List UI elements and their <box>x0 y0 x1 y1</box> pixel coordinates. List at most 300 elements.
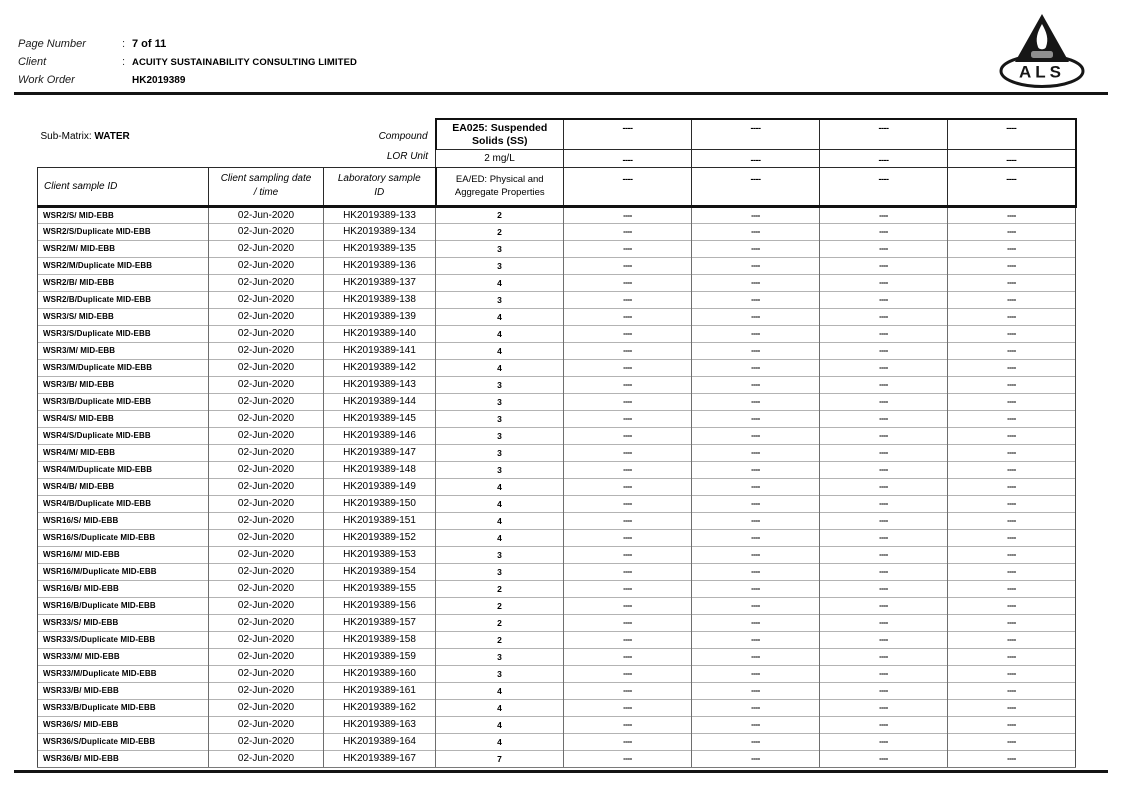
client-sample-id-cell: WSR3/S/Duplicate MID-EBB <box>38 325 209 342</box>
page-number-row <box>18 38 357 56</box>
placeholder-cell: ---- <box>692 614 820 631</box>
placeholder-cell: ---- <box>948 699 1076 716</box>
placeholder-cell: ---- <box>692 308 820 325</box>
placeholder-cell: ---- <box>564 308 692 325</box>
lab-sample-id-cell: HK2019389-160 <box>324 665 436 682</box>
result-value-cell: 3 <box>436 393 564 410</box>
placeholder-cell: ---- <box>820 257 948 274</box>
placeholder-cell: ---- <box>948 682 1076 699</box>
sub-matrix-value: WATER <box>94 130 130 142</box>
placeholder-cell: ---- <box>948 631 1076 648</box>
sub-matrix <box>41 131 130 142</box>
sampling-date-cell: 02-Jun-2020 <box>209 393 324 410</box>
placeholder-cell: ---- <box>948 580 1076 597</box>
sample-row <box>38 563 1076 580</box>
placeholder-cell: ---- <box>948 240 1076 257</box>
sampling-date-cell: 02-Jun-2020 <box>209 529 324 546</box>
placeholder-cell: ---- <box>820 597 948 614</box>
lab-sample-id-cell: HK2019389-164 <box>324 733 436 750</box>
placeholder-cell: ---- <box>692 240 820 257</box>
placeholder-cell: ---- <box>564 750 692 767</box>
placeholder-cell: ---- <box>948 733 1076 750</box>
lab-sample-id-cell: HK2019389-159 <box>324 648 436 665</box>
client-sample-id-cell: WSR3/B/ MID-EBB <box>38 376 209 393</box>
separator: : <box>122 38 126 50</box>
placeholder-cell: ---- <box>692 699 820 716</box>
client-sample-id-cell: WSR3/M/Duplicate MID-EBB <box>38 359 209 376</box>
sample-row <box>38 529 1076 546</box>
placeholder-cell: ---- <box>948 308 1076 325</box>
sampling-date-cell: 02-Jun-2020 <box>209 597 324 614</box>
placeholder-cell: ---- <box>948 529 1076 546</box>
result-value-cell: 4 <box>436 529 564 546</box>
sample-row <box>38 716 1076 733</box>
placeholder-cell: ---- <box>564 682 692 699</box>
placeholder-cell: ---- <box>564 410 692 427</box>
placeholder-cell: ---- <box>948 563 1076 580</box>
als-logo <box>998 12 1086 90</box>
placeholder-cell: ---- <box>564 580 692 597</box>
placeholder-cell: ---- <box>692 376 820 393</box>
lor-unit-row <box>38 149 1076 167</box>
placeholder-cell: ---- <box>692 342 820 359</box>
placeholder-cell: ---- <box>564 631 692 648</box>
client-sample-id-cell: WSR4/M/ MID-EBB <box>38 444 209 461</box>
placeholder-cell: ---- <box>692 665 820 682</box>
placeholder-cell: ---- <box>820 648 948 665</box>
placeholder-cell: ---- <box>564 376 692 393</box>
sample-row <box>38 580 1076 597</box>
method-placeholder: ---- <box>692 167 820 206</box>
sample-row <box>38 240 1076 257</box>
placeholder-cell: ---- <box>820 478 948 495</box>
result-value-cell: 2 <box>436 631 564 648</box>
sample-row <box>38 274 1076 291</box>
lab-sample-id-cell: HK2019389-133 <box>324 206 436 223</box>
sampling-date-header-line1: Client sampling date <box>220 173 312 184</box>
client-sample-id-cell: WSR4/M/Duplicate MID-EBB <box>38 461 209 478</box>
client-sample-id-cell: WSR16/B/Duplicate MID-EBB <box>38 597 209 614</box>
result-value-cell: 3 <box>436 461 564 478</box>
result-value-cell: 4 <box>436 682 564 699</box>
placeholder-cell: ---- <box>692 427 820 444</box>
lab-sample-id-header <box>324 167 436 206</box>
placeholder-cell: ---- <box>948 342 1076 359</box>
result-value-cell: 4 <box>436 716 564 733</box>
placeholder-cell: ---- <box>948 461 1076 478</box>
work-order-label: Work Order <box>18 74 75 86</box>
placeholder-cell: ---- <box>564 206 692 223</box>
placeholder-cell: ---- <box>692 495 820 512</box>
lab-sample-header-line1: Laboratory sample <box>337 173 421 184</box>
sampling-date-cell: 02-Jun-2020 <box>209 495 324 512</box>
placeholder-cell: ---- <box>692 393 820 410</box>
placeholder-cell: ---- <box>948 597 1076 614</box>
lab-sample-id-cell: HK2019389-152 <box>324 529 436 546</box>
client-sample-id-cell: WSR33/M/ MID-EBB <box>38 648 209 665</box>
sampling-date-cell: 02-Jun-2020 <box>209 750 324 767</box>
placeholder-cell: ---- <box>564 325 692 342</box>
lab-sample-id-cell: HK2019389-145 <box>324 410 436 427</box>
lab-sample-id-cell: HK2019389-150 <box>324 495 436 512</box>
placeholder-cell: ---- <box>820 665 948 682</box>
lab-sample-id-cell: HK2019389-146 <box>324 427 436 444</box>
sampling-date-cell: 02-Jun-2020 <box>209 478 324 495</box>
placeholder-cell: ---- <box>692 444 820 461</box>
method-group-header: EA/ED: Physical and Aggregate Properties <box>436 167 564 206</box>
sample-row <box>38 597 1076 614</box>
separator: : <box>122 56 126 68</box>
sample-row <box>38 325 1076 342</box>
sub-matrix-label: Sub-Matrix: <box>40 130 92 142</box>
lab-sample-id-cell: HK2019389-135 <box>324 240 436 257</box>
placeholder-cell: ---- <box>820 240 948 257</box>
sample-row <box>38 223 1076 240</box>
placeholder-cell: ---- <box>948 291 1076 308</box>
header-rule <box>14 92 1108 95</box>
placeholder-cell: ---- <box>564 546 692 563</box>
placeholder-cell: ---- <box>564 359 692 376</box>
sampling-date-cell: 02-Jun-2020 <box>209 614 324 631</box>
sampling-date-header-line2: / time <box>253 187 279 198</box>
sample-row <box>38 699 1076 716</box>
result-value-cell: 3 <box>436 665 564 682</box>
client-sample-id-cell: WSR4/S/ MID-EBB <box>38 410 209 427</box>
result-value-cell: 3 <box>436 648 564 665</box>
client-sample-id-cell: WSR4/B/Duplicate MID-EBB <box>38 495 209 512</box>
client-sample-id-cell: WSR4/B/ MID-EBB <box>38 478 209 495</box>
placeholder-cell: ---- <box>820 716 948 733</box>
placeholder-cell: ---- <box>948 512 1076 529</box>
placeholder-cell: ---- <box>564 733 692 750</box>
client-sample-id-cell: WSR16/M/ MID-EBB <box>38 546 209 563</box>
lor-placeholder: ---- <box>820 149 948 167</box>
sampling-date-cell: 02-Jun-2020 <box>209 376 324 393</box>
placeholder-cell: ---- <box>692 682 820 699</box>
analyte-placeholder-header: ---- <box>948 119 1076 149</box>
placeholder-cell: ---- <box>820 682 948 699</box>
sample-row <box>38 648 1076 665</box>
lab-sample-id-cell: HK2019389-153 <box>324 546 436 563</box>
lor-placeholder: ---- <box>564 149 692 167</box>
placeholder-cell: ---- <box>564 223 692 240</box>
placeholder-cell: ---- <box>820 359 948 376</box>
placeholder-cell: ---- <box>692 648 820 665</box>
placeholder-cell: ---- <box>948 716 1076 733</box>
lab-sample-id-cell: HK2019389-148 <box>324 461 436 478</box>
sampling-date-cell: 02-Jun-2020 <box>209 444 324 461</box>
lab-sample-id-cell: HK2019389-154 <box>324 563 436 580</box>
placeholder-cell: ---- <box>564 393 692 410</box>
client-sample-id-cell: WSR2/B/ MID-EBB <box>38 274 209 291</box>
result-value-cell: 4 <box>436 325 564 342</box>
sample-row <box>38 410 1076 427</box>
lab-sample-id-cell: HK2019389-143 <box>324 376 436 393</box>
client-sample-id-cell: WSR36/B/ MID-EBB <box>38 750 209 767</box>
lab-sample-id-cell: HK2019389-147 <box>324 444 436 461</box>
sampling-date-cell: 02-Jun-2020 <box>209 546 324 563</box>
placeholder-cell: ---- <box>820 750 948 767</box>
placeholder-cell: ---- <box>564 699 692 716</box>
page-number-value: 7 of 11 <box>132 38 167 50</box>
lab-sample-id-cell: HK2019389-149 <box>324 478 436 495</box>
sample-row <box>38 257 1076 274</box>
client-sample-id-cell: WSR36/S/ MID-EBB <box>38 716 209 733</box>
placeholder-cell: ---- <box>564 563 692 580</box>
placeholder-cell: ---- <box>820 444 948 461</box>
client-sample-id-cell: WSR2/M/ MID-EBB <box>38 240 209 257</box>
client-sample-id-cell: WSR2/S/Duplicate MID-EBB <box>38 223 209 240</box>
sample-row <box>38 393 1076 410</box>
results-table-wrap <box>37 118 1075 768</box>
lor-placeholder: ---- <box>948 149 1076 167</box>
result-value-cell: 3 <box>436 376 564 393</box>
lab-sample-id-cell: HK2019389-138 <box>324 291 436 308</box>
lab-sample-id-cell: HK2019389-134 <box>324 223 436 240</box>
placeholder-cell: ---- <box>948 223 1076 240</box>
sampling-date-cell: 02-Jun-2020 <box>209 274 324 291</box>
placeholder-cell: ---- <box>692 631 820 648</box>
result-value-cell: 4 <box>436 495 564 512</box>
sample-row <box>38 427 1076 444</box>
client-value: ACUITY SUSTAINABILITY CONSULTING LIMITED <box>132 57 357 68</box>
logo-text: ALS <box>1019 62 1065 82</box>
placeholder-cell: ---- <box>692 597 820 614</box>
placeholder-cell: ---- <box>948 410 1076 427</box>
placeholder-cell: ---- <box>820 325 948 342</box>
result-value-cell: 2 <box>436 580 564 597</box>
sampling-date-cell: 02-Jun-2020 <box>209 291 324 308</box>
placeholder-cell: ---- <box>692 206 820 223</box>
client-sample-id-header: Client sample ID <box>38 167 209 206</box>
result-value-cell: 3 <box>436 240 564 257</box>
results-table <box>37 118 1077 768</box>
client-sample-id-cell: WSR36/S/Duplicate MID-EBB <box>38 733 209 750</box>
placeholder-cell: ---- <box>564 274 692 291</box>
placeholder-cell: ---- <box>948 393 1076 410</box>
method-placeholder: ---- <box>820 167 948 206</box>
placeholder-cell: ---- <box>948 359 1076 376</box>
placeholder-cell: ---- <box>564 444 692 461</box>
sampling-date-cell: 02-Jun-2020 <box>209 699 324 716</box>
sampling-date-cell: 02-Jun-2020 <box>209 648 324 665</box>
placeholder-cell: ---- <box>820 495 948 512</box>
lab-sample-id-cell: HK2019389-141 <box>324 342 436 359</box>
sample-row <box>38 495 1076 512</box>
client-sample-id-cell: WSR33/S/Duplicate MID-EBB <box>38 631 209 648</box>
placeholder-cell: ---- <box>820 580 948 597</box>
placeholder-cell: ---- <box>948 665 1076 682</box>
lab-sample-id-cell: HK2019389-142 <box>324 359 436 376</box>
sample-row <box>38 546 1076 563</box>
client-sample-id-cell: WSR33/S/ MID-EBB <box>38 614 209 631</box>
column-header-row <box>38 167 1076 206</box>
sample-row <box>38 665 1076 682</box>
logo-burner-icon <box>1031 51 1053 58</box>
result-value-cell: 3 <box>436 291 564 308</box>
placeholder-cell: ---- <box>948 750 1076 767</box>
lab-sample-header-line2: ID <box>374 187 385 198</box>
analyte-placeholder-header: ---- <box>692 119 820 149</box>
sampling-date-cell: 02-Jun-2020 <box>209 427 324 444</box>
client-sample-id-cell: WSR16/S/ MID-EBB <box>38 512 209 529</box>
placeholder-cell: ---- <box>564 427 692 444</box>
lab-sample-id-cell: HK2019389-156 <box>324 597 436 614</box>
placeholder-cell: ---- <box>820 342 948 359</box>
placeholder-cell: ---- <box>564 478 692 495</box>
result-value-cell: 3 <box>436 427 564 444</box>
placeholder-cell: ---- <box>948 478 1076 495</box>
lab-sample-id-cell: HK2019389-151 <box>324 512 436 529</box>
work-order-value: HK2019389 <box>132 75 186 86</box>
sample-row <box>38 478 1076 495</box>
sampling-date-cell: 02-Jun-2020 <box>209 257 324 274</box>
placeholder-cell: ---- <box>948 495 1076 512</box>
placeholder-cell: ---- <box>564 648 692 665</box>
client-sample-id-cell: WSR3/B/Duplicate MID-EBB <box>38 393 209 410</box>
placeholder-cell: ---- <box>948 257 1076 274</box>
lor-unit-row-label: LOR Unit <box>386 151 428 163</box>
lab-sample-id-cell: HK2019389-162 <box>324 699 436 716</box>
sampling-date-header <box>209 167 324 206</box>
placeholder-cell: ---- <box>820 376 948 393</box>
client-label: Client <box>18 56 47 68</box>
sample-row <box>38 308 1076 325</box>
sample-row <box>38 206 1076 223</box>
placeholder-cell: ---- <box>564 257 692 274</box>
placeholder-cell: ---- <box>948 376 1076 393</box>
placeholder-cell: ---- <box>692 750 820 767</box>
sampling-date-cell: 02-Jun-2020 <box>209 308 324 325</box>
placeholder-cell: ---- <box>948 325 1076 342</box>
placeholder-cell: ---- <box>948 546 1076 563</box>
footer-rule <box>14 770 1108 773</box>
sample-row <box>38 682 1076 699</box>
client-sample-id-cell: WSR2/S/ MID-EBB <box>38 206 209 223</box>
result-value-cell: 2 <box>436 223 564 240</box>
sampling-date-cell: 02-Jun-2020 <box>209 223 324 240</box>
client-row <box>18 56 357 74</box>
placeholder-cell: ---- <box>820 631 948 648</box>
placeholder-cell: ---- <box>948 274 1076 291</box>
sampling-date-cell: 02-Jun-2020 <box>209 240 324 257</box>
method-placeholder: ---- <box>564 167 692 206</box>
placeholder-cell: ---- <box>948 648 1076 665</box>
result-value-cell: 4 <box>436 478 564 495</box>
result-value-cell: 2 <box>436 614 564 631</box>
result-value-cell: 7 <box>436 750 564 767</box>
result-value-cell: 4 <box>436 274 564 291</box>
sampling-date-cell: 02-Jun-2020 <box>209 410 324 427</box>
placeholder-cell: ---- <box>692 291 820 308</box>
lab-sample-id-cell: HK2019389-137 <box>324 274 436 291</box>
placeholder-cell: ---- <box>564 614 692 631</box>
result-value-cell: 2 <box>436 206 564 223</box>
sample-row <box>38 512 1076 529</box>
sample-row <box>38 291 1076 308</box>
sampling-date-cell: 02-Jun-2020 <box>209 563 324 580</box>
lab-sample-id-cell: HK2019389-140 <box>324 325 436 342</box>
placeholder-cell: ---- <box>692 716 820 733</box>
work-order-row <box>18 74 357 92</box>
client-sample-id-cell: WSR16/S/Duplicate MID-EBB <box>38 529 209 546</box>
analyte-placeholder-header: ---- <box>820 119 948 149</box>
lab-sample-id-cell: HK2019389-155 <box>324 580 436 597</box>
result-value-cell: 3 <box>436 444 564 461</box>
placeholder-cell: ---- <box>692 325 820 342</box>
placeholder-cell: ---- <box>692 274 820 291</box>
placeholder-cell: ---- <box>948 427 1076 444</box>
placeholder-cell: ---- <box>692 461 820 478</box>
placeholder-cell: ---- <box>820 308 948 325</box>
result-value-cell: 4 <box>436 342 564 359</box>
placeholder-cell: ---- <box>564 461 692 478</box>
lor-placeholder: ---- <box>692 149 820 167</box>
placeholder-cell: ---- <box>820 461 948 478</box>
sampling-date-cell: 02-Jun-2020 <box>209 359 324 376</box>
placeholder-cell: ---- <box>820 546 948 563</box>
lab-sample-id-cell: HK2019389-144 <box>324 393 436 410</box>
sampling-date-cell: 02-Jun-2020 <box>209 512 324 529</box>
placeholder-cell: ---- <box>564 529 692 546</box>
placeholder-cell: ---- <box>692 546 820 563</box>
result-value-cell: 4 <box>436 733 564 750</box>
sample-row <box>38 342 1076 359</box>
sample-row <box>38 376 1076 393</box>
compound-header-row <box>38 119 1076 149</box>
result-value-cell: 4 <box>436 308 564 325</box>
placeholder-cell: ---- <box>820 614 948 631</box>
placeholder-cell: ---- <box>564 240 692 257</box>
placeholder-cell: ---- <box>820 206 948 223</box>
sampling-date-cell: 02-Jun-2020 <box>209 580 324 597</box>
placeholder-cell: ---- <box>564 342 692 359</box>
client-sample-id-cell: WSR33/M/Duplicate MID-EBB <box>38 665 209 682</box>
lor-unit-value: 2 mg/L <box>436 149 564 167</box>
placeholder-cell: ---- <box>692 410 820 427</box>
lab-sample-id-cell: HK2019389-158 <box>324 631 436 648</box>
result-value-cell: 2 <box>436 597 564 614</box>
placeholder-cell: ---- <box>692 563 820 580</box>
result-value-cell: 4 <box>436 359 564 376</box>
sample-row <box>38 733 1076 750</box>
placeholder-cell: ---- <box>948 614 1076 631</box>
client-sample-id-cell: WSR2/B/Duplicate MID-EBB <box>38 291 209 308</box>
compound-row-label: Compound <box>378 130 428 142</box>
analyte-compound-header: EA025: Suspended Solids (SS) <box>436 119 564 149</box>
sample-row <box>38 750 1076 767</box>
placeholder-cell: ---- <box>820 223 948 240</box>
sampling-date-cell: 02-Jun-2020 <box>209 682 324 699</box>
sampling-date-cell: 02-Jun-2020 <box>209 733 324 750</box>
lab-sample-id-cell: HK2019389-139 <box>324 308 436 325</box>
lab-sample-id-cell: HK2019389-136 <box>324 257 436 274</box>
sample-row <box>38 631 1076 648</box>
lab-sample-id-cell: HK2019389-157 <box>324 614 436 631</box>
sample-rows <box>38 206 1076 767</box>
result-value-cell: 3 <box>436 257 564 274</box>
placeholder-cell: ---- <box>564 665 692 682</box>
lab-sample-id-cell: HK2019389-161 <box>324 682 436 699</box>
placeholder-cell: ---- <box>820 733 948 750</box>
lab-sample-id-cell: HK2019389-163 <box>324 716 436 733</box>
placeholder-cell: ---- <box>820 410 948 427</box>
sampling-date-cell: 02-Jun-2020 <box>209 206 324 223</box>
lab-sample-id-cell: HK2019389-167 <box>324 750 436 767</box>
placeholder-cell: ---- <box>820 274 948 291</box>
placeholder-cell: ---- <box>692 580 820 597</box>
client-sample-id-cell: WSR33/B/ MID-EBB <box>38 682 209 699</box>
